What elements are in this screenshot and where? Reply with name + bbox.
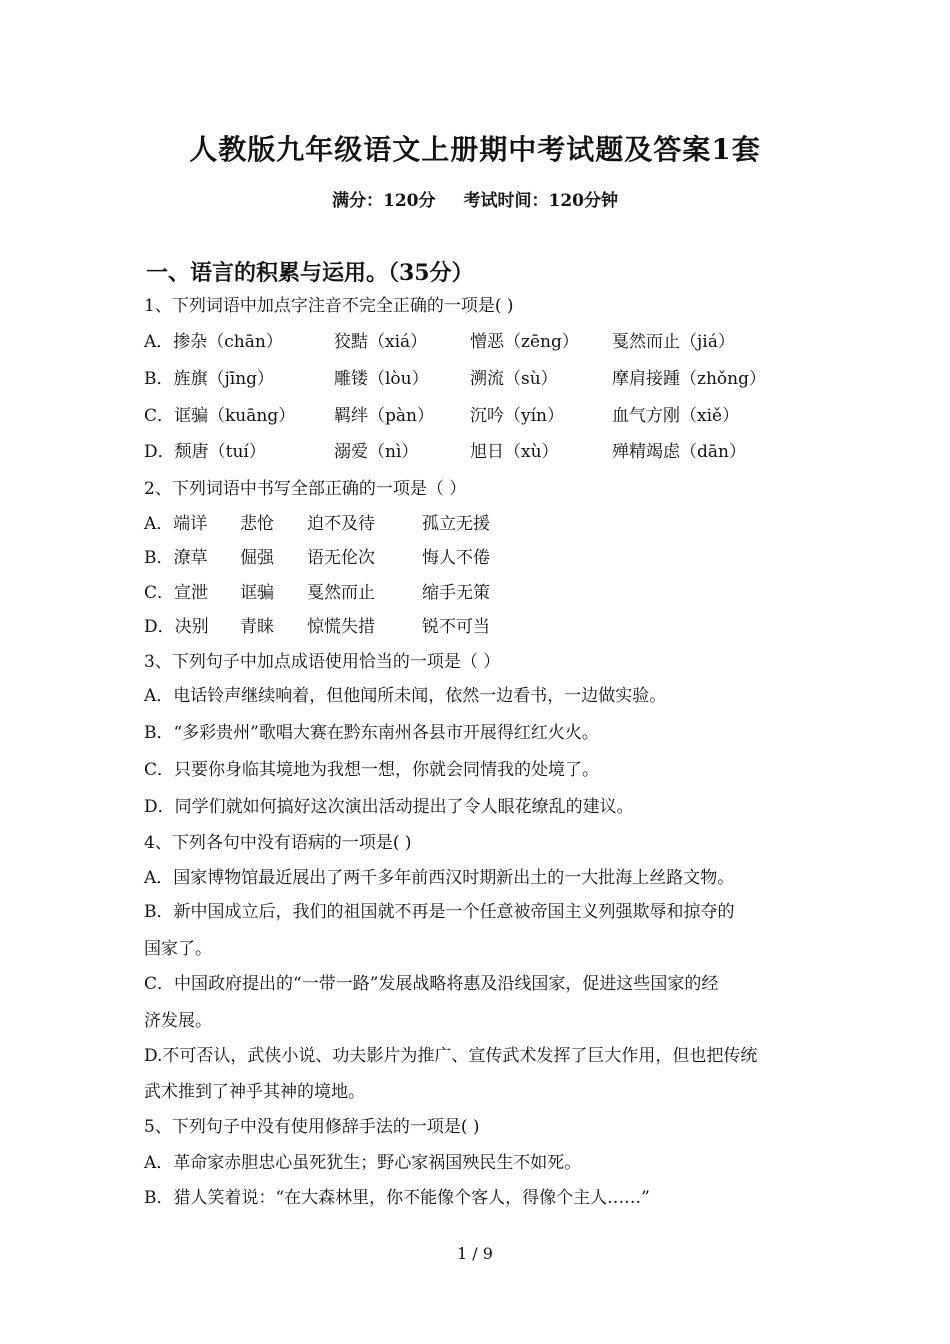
question-2-stem: 2、下列词语中书写全部正确的一项是（ ）	[144, 479, 467, 499]
q2-b-2: 倔强	[240, 548, 274, 568]
full-score: 满分：120分	[332, 191, 436, 211]
q3-option-a: A．电话铃声继续响着，但他闻所未闻，依然一边看书，一边做实验。	[144, 686, 667, 706]
q1-b-4: 摩肩接踵（zhǒng）	[612, 369, 766, 389]
q1-a-1: A．掺杂（chān）	[144, 332, 283, 352]
question-1-stem: 1、下列词语中加点字注音不完全正确的一项是( )	[144, 296, 514, 316]
q4-option-d-line1: D.不可否认，武侠小说、功夫影片为推广、宣传武术发挥了巨大作用，但也把传统	[144, 1046, 758, 1066]
exam-info	[0, 186, 950, 211]
q4-option-b-line2: 国家了。	[144, 939, 212, 959]
q2-c-1: C．宣泄	[144, 583, 209, 603]
q1-c-4: 血气方刚（xiě）	[612, 406, 740, 426]
q1-option-row	[144, 404, 804, 428]
q2-option-row	[144, 546, 544, 570]
q2-option-row	[144, 615, 544, 639]
q3-option-d: D．同学们就如何搞好这次演出活动提出了令人眼花缭乱的建议。	[144, 797, 634, 817]
q1-a-3: 憎恶（zēng）	[470, 332, 579, 352]
q1-b-3: 溯流（sù）	[470, 369, 558, 389]
q1-d-1: D．颓唐（tuí）	[144, 442, 266, 462]
q3-option-b: B．“多彩贵州”歌唱大赛在黔东南州各县市开展得红红火火。	[144, 723, 599, 743]
q2-b-4: 悔人不倦	[422, 548, 490, 568]
q5-option-b: B．猎人笑着说：“在大森林里，你不能像个客人，得像个主人……”	[144, 1188, 650, 1208]
q4-option-c-line1: C．中国政府提出的“一带一路”发展战略将惠及沿线国家，促进这些国家的经	[144, 974, 719, 994]
q2-d-1: D．决别	[144, 617, 209, 637]
q1-c-1: C．诓骗（kuāng）	[144, 406, 296, 426]
section-heading: 一、语言的积累与运用。（35分）	[146, 260, 474, 286]
exam-time: 考试时间：120分钟	[463, 191, 618, 211]
q2-a-1: A．端详	[144, 514, 208, 534]
q1-b-2: 雕镂（lòu）	[334, 369, 429, 389]
q1-option-row	[144, 440, 804, 464]
q1-d-4: 殚精竭虑（dān）	[612, 442, 746, 462]
q2-c-4: 缩手无策	[422, 583, 490, 603]
q5-option-a: A．革命家赤胆忠心虽死犹生；野心家祸国殃民生不如死。	[144, 1153, 582, 1173]
q2-b-1: B．潦草	[144, 548, 208, 568]
q2-d-2: 青睐	[240, 617, 274, 637]
q1-d-2: 溺爱（nì）	[334, 442, 419, 462]
question-4-stem: 4、下列各句中没有语病的一项是( )	[144, 833, 412, 853]
q2-c-2: 诓骗	[240, 583, 274, 603]
q1-c-3: 沉吟（yín）	[470, 406, 564, 426]
q4-option-b-line1: B．新中国成立后，我们的祖国就不再是一个任意被帝国主义列强欺辱和掠夺的	[144, 902, 735, 922]
q4-option-d-line2: 武术推到了神乎其神的境地。	[144, 1082, 365, 1102]
q2-d-3: 惊慌失措	[307, 617, 375, 637]
q2-a-2: 悲怆	[240, 514, 274, 534]
question-5-stem: 5、下列句子中没有使用修辞手法的一项是( )	[144, 1117, 480, 1137]
q2-a-3: 迫不及待	[307, 514, 375, 534]
q2-b-3: 语无伦次	[307, 548, 375, 568]
page-title: 人教版九年级语文上册期中考试题及答案1套	[189, 133, 761, 166]
q2-option-row	[144, 512, 544, 536]
q2-a-4: 孤立无援	[422, 514, 490, 534]
q2-option-row	[144, 581, 544, 605]
q1-d-3: 旭日（xù）	[470, 442, 559, 462]
q3-option-c: C．只要你身临其境地为我想一想，你就会同情我的处境了。	[144, 760, 600, 780]
q1-a-4: 戛然而止（jiá）	[612, 332, 735, 352]
q1-a-2: 狡黠（xiá）	[334, 332, 428, 352]
q2-c-3: 戛然而止	[307, 583, 375, 603]
q1-option-row	[144, 367, 804, 391]
page-number: 1 / 9	[457, 1244, 493, 1263]
q4-option-a: A．国家博物馆最近展出了两千多年前西汉时期新出土的一大批海上丝路文物。	[144, 868, 735, 888]
q4-option-c-line2: 济发展。	[144, 1011, 212, 1031]
q1-c-2: 羁绊（pàn）	[334, 406, 434, 426]
q1-option-row	[144, 330, 804, 354]
question-3-stem: 3、下列句子中加点成语使用恰当的一项是（ ）	[144, 652, 501, 672]
q2-d-4: 锐不可当	[422, 617, 490, 637]
q1-b-1: B．旌旗（jīng）	[144, 369, 275, 389]
